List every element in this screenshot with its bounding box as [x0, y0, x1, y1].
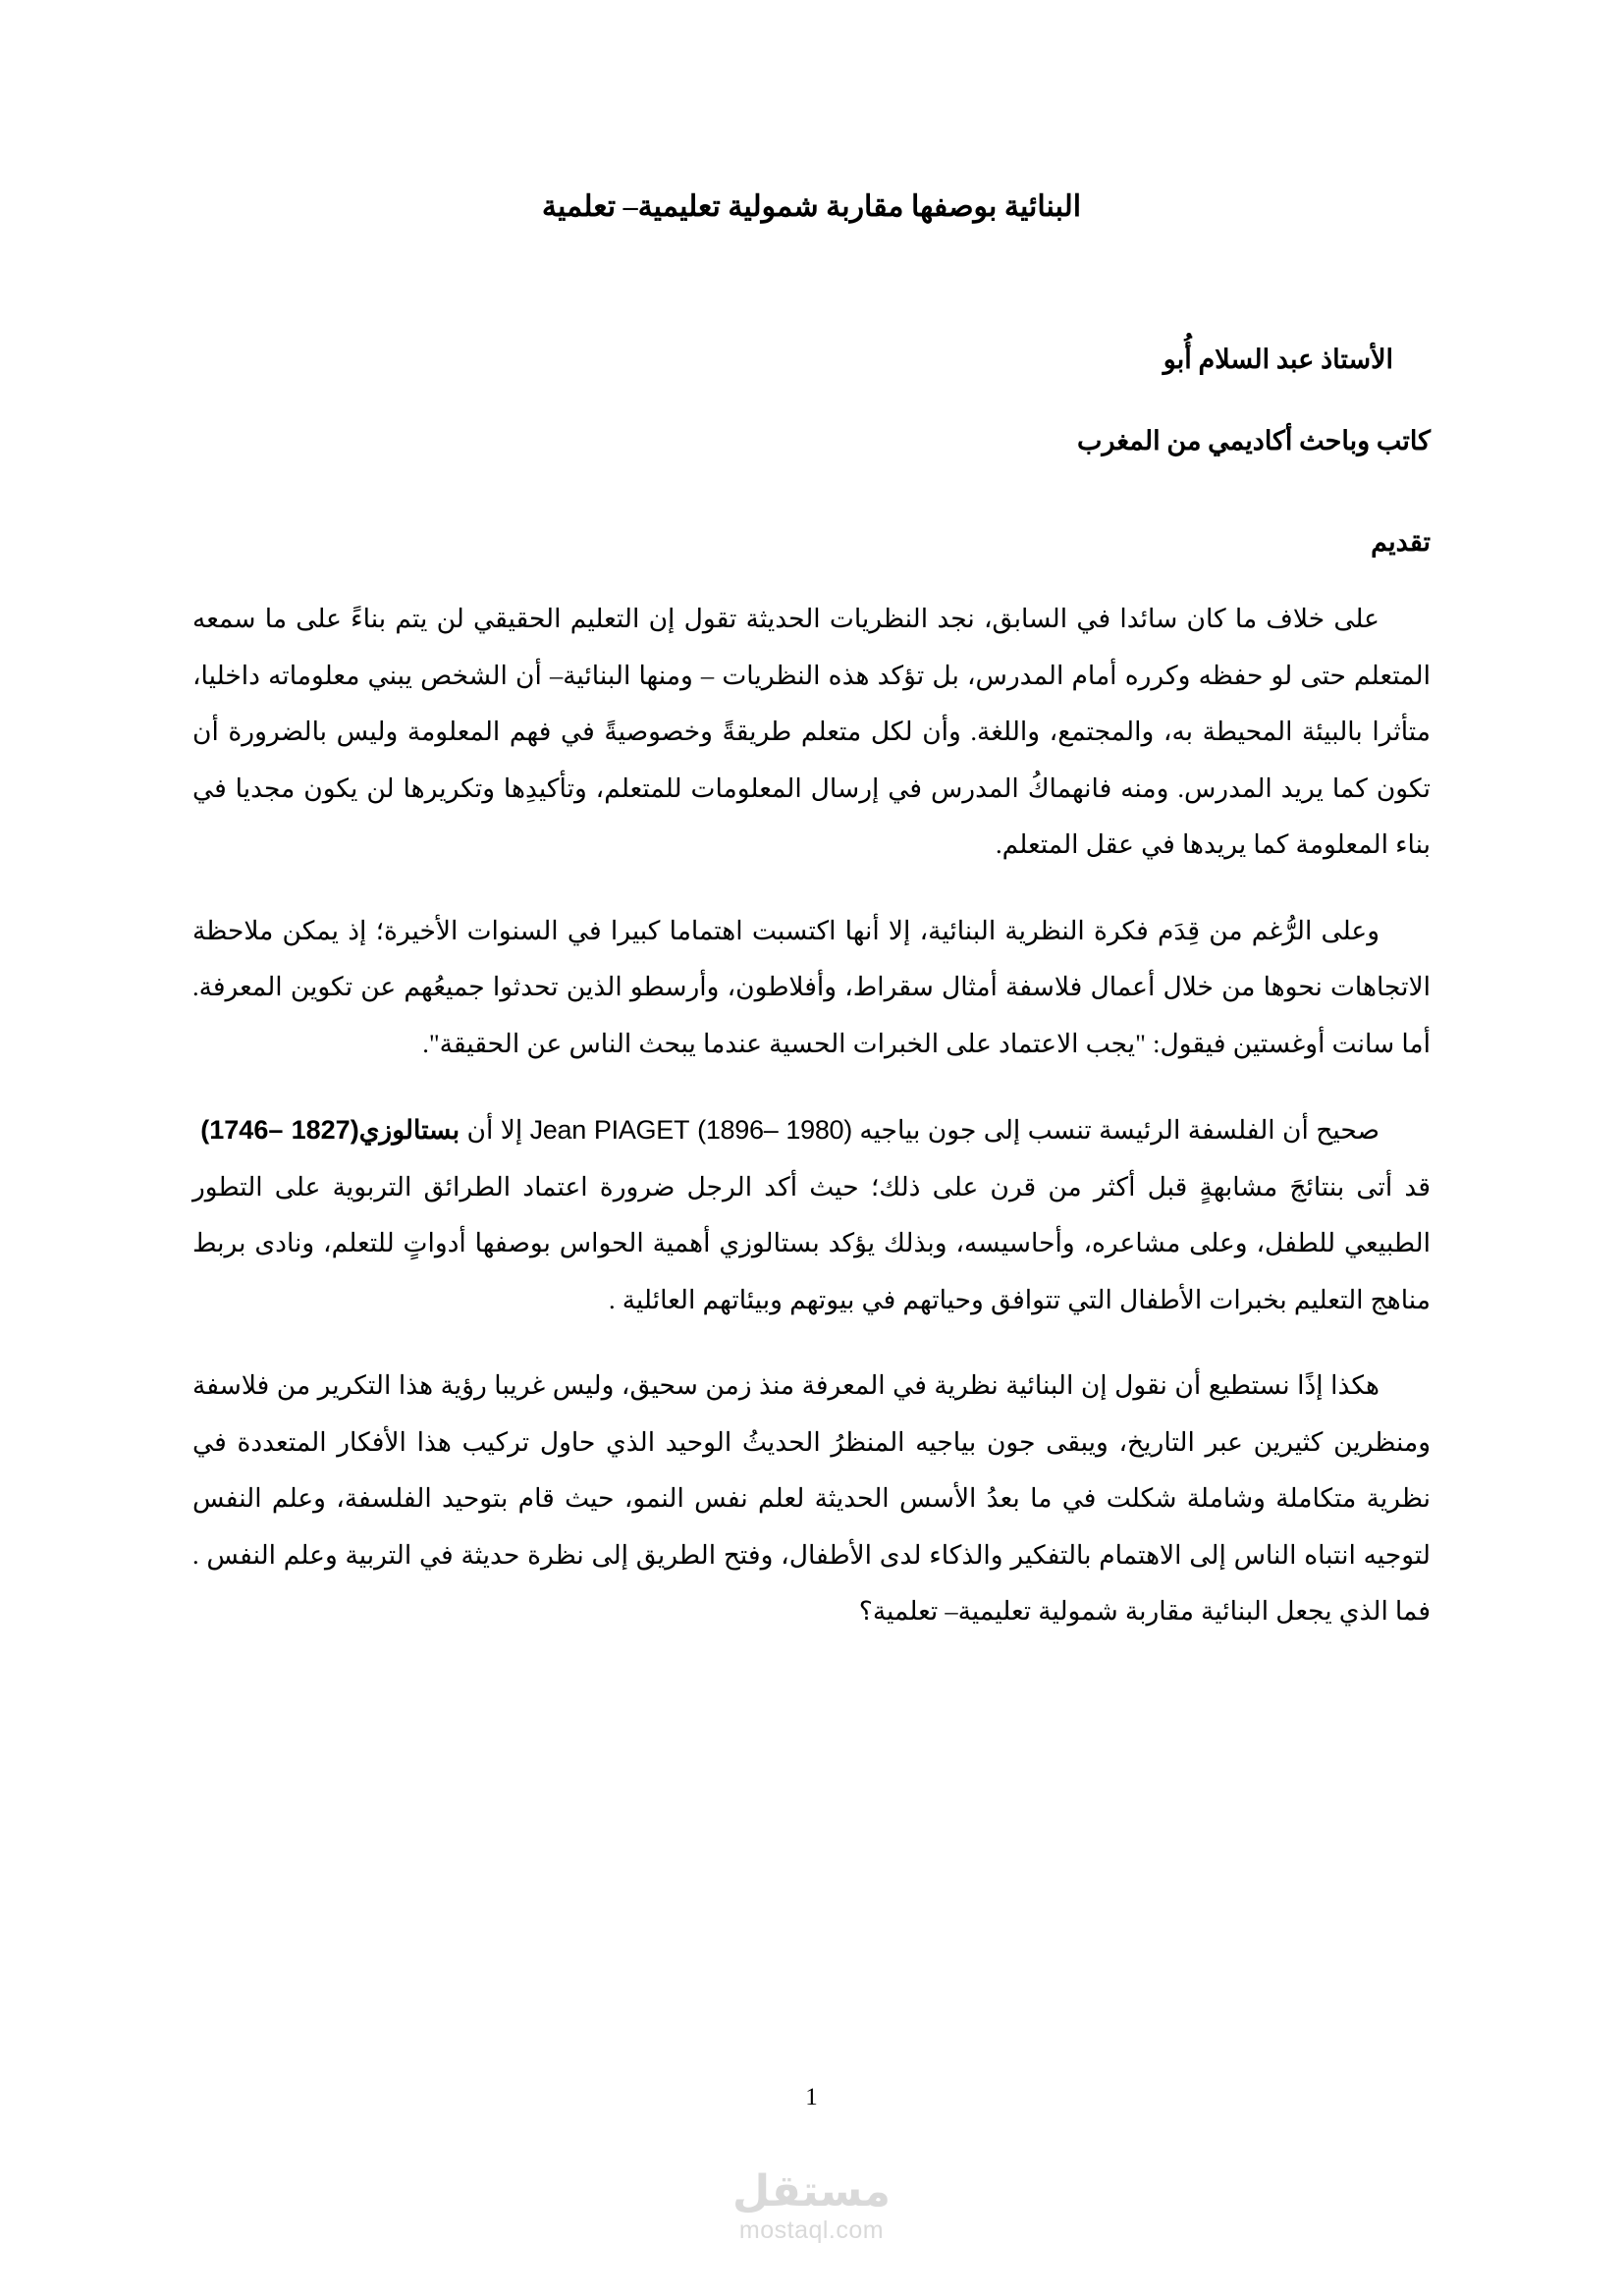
author-name: الأستاذ عبد السلام أُبو: [1163, 345, 1393, 374]
author-role: كاتب وباحث أكاديمي من المغرب: [1076, 426, 1431, 455]
watermark-brand-url: mostaql.com: [738, 2216, 885, 2244]
pestalozzi-name: بستالوزي: [358, 1115, 460, 1145]
piaget-text-part-2: إلا أن: [460, 1115, 530, 1145]
watermark-brand-arabic: مستقل: [732, 2166, 891, 2216]
page-title: البنائية بوصفها مقاربة شمولية تعليمية– تعلمية: [541, 190, 1082, 223]
pestalozzi-years: (1746– 1827): [192, 1115, 359, 1145]
author-block: [192, 345, 1431, 456]
body-paragraph-3: هكذا إذًا نستطيع أن نقول إن البنائية نظرية في المعرفة منذ زمن سحيق، وليس غريبا رؤية هذا التكرير من فلاسفة ومنظرين كثيرين عبر التاريخ، ويبقى جون بياجيه المنظرُ الحديثُ الوحيد الذي حاول تركيب هذا الأفكار المتعددة في نظرية متكاملة وشاملة شكلت في ما بعدُ الأسس الحديثة لعلم نفس النمو، حيث قام بتوحيد الفلسفة، وعلم النفس لتوجيه انتباه الناس إلى الاهتمام بالتفكير والذكاء لدى الأطفال، وفتح الطريق إلى نظرة حديثة في التربية وعلم النفس . فما الذي يجعل البنائية مقاربة شمولية تعليمية– تعلمية؟: [192, 1370, 1431, 1627]
section-heading-introduction: تقديم: [1371, 527, 1431, 557]
mostaql-watermark: [0, 2166, 1623, 2245]
piaget-text-part-1: صحيح أن الفلسفة الرئيسة تنسب إلى جون بياجيه: [851, 1115, 1380, 1145]
body-paragraph-piaget: [192, 1101, 1431, 1328]
page-number: 1: [805, 2084, 818, 2110]
body-paragraph-2: وعلى الرُّغم من قِدَم فكرة النظرية البنائية، إلا أنها اكتسبت اهتماما كبيرا في السنوات الأخيرة؛ إذ يمكن ملاحظة الاتجاهات نحوها من خلال أعمال فلاسفة أمثال سقراط، وأفلاطون، وأرسطو الذين تحدثوا جميعُهم عن تكوين المعرفة. أما سانت أوغستين فيقول: "يجب الاعتماد على الخبرات الحسية عندما يبحث الناس عن الحقيقة".: [192, 915, 1431, 1058]
piaget-text-part-3: قد أتى بنتائجَ مشابهةٍ قبل أكثر من قرن على ذلك؛ حيث أكد الرجل ضرورة اعتماد الطرائق التربوية على التطور الطبيعي للطفل، وعلى مشاعره، وأحاسيسه، وبذلك يؤكد بستالوزي أهمية الحواس بوصفها أدواتٍ للتعلم، ونادى بربط مناهج التعليم بخبرات الأطفال التي تتوافق وحياتهم في بيوتهم وبيئاتهم العائلية .: [192, 1171, 1431, 1314]
piaget-years: (1896– 1980): [689, 1115, 852, 1145]
piaget-latin-name: Jean PIAGET: [529, 1115, 690, 1145]
body-paragraph-1: على خلاف ما كان سائدا في السابق، نجد النظريات الحديثة تقول إن التعليم الحقيقي لن يتم بناءً على ما سمعه المتعلم حتى لو حفظه وكرره أمام المدرس، بل تؤكد هذه النظريات – ومنها البنائية– أن الشخص يبني معلوماته داخليا، متأثرا بالبيئة المحيطة به، والمجتمع، واللغة. وأن لكل متعلم طريقةً وخصوصيةً في فهم المعلومة وليس بالضرورة أن تكون كما يريد المدرس. ومنه فانهماكُ المدرس في إرسال المعلومات للمتعلم، وتأكيدِها وتكريرها لن يكون مجديا في بناء المعلومة كما يريدها في عقل المتعلم.: [192, 604, 1431, 859]
